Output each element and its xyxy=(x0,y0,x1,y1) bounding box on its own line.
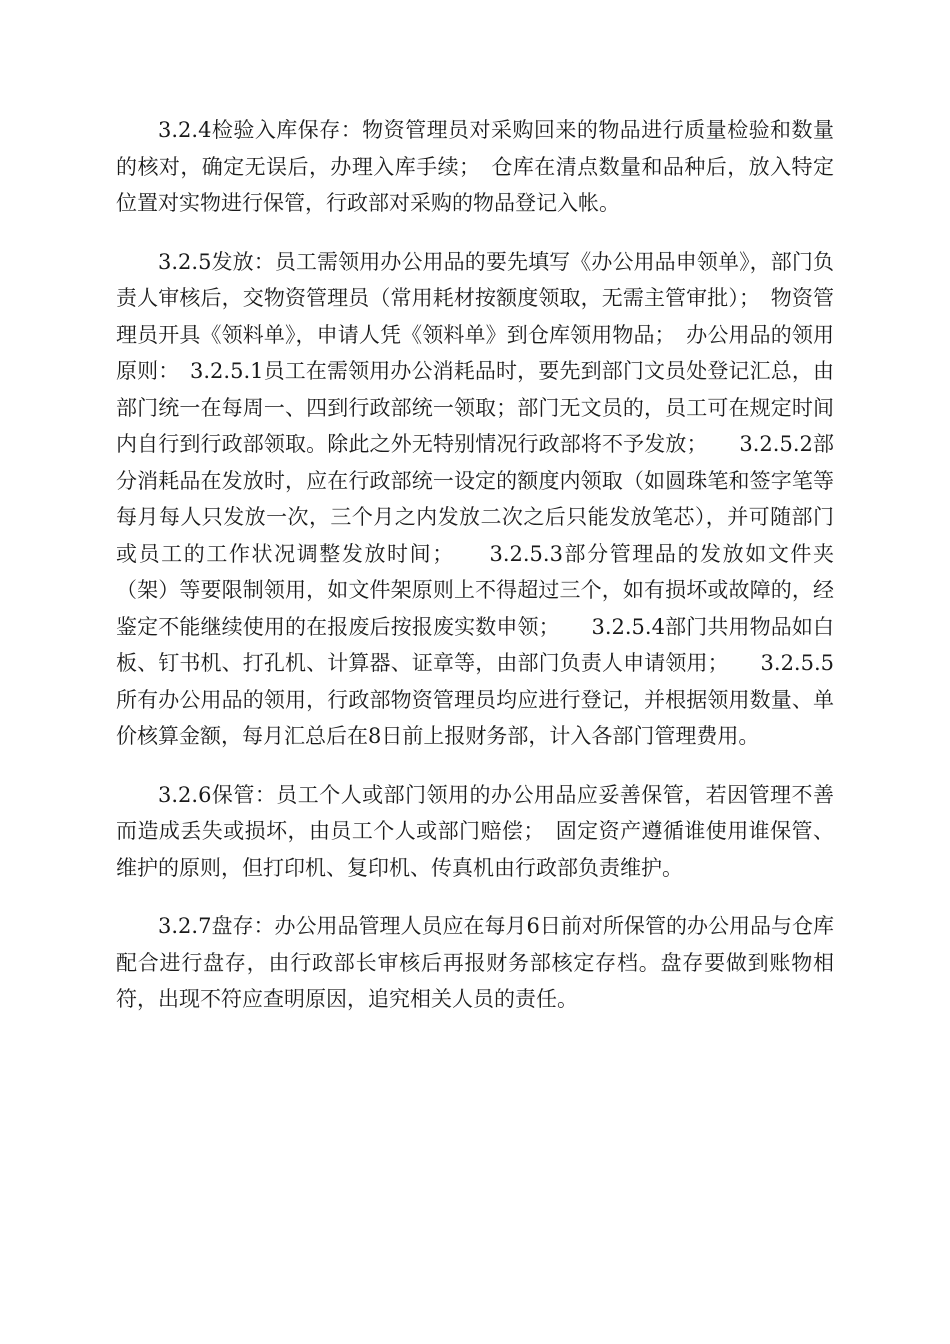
paragraph-3-2-5: 3.2.5发放：员工需领用办公用品的要先填写《办公用品申领单》，部门负责人审核后，交物资管理员（常用耗材按额度领取，无需主管审批）； 物资管理员开具《领料单》，申请人凭《领料单》到仓库领用物品； 办公用品的领用原则： 3.2.5.1员工在需领用办公消耗品时，要先到部门文员处登记汇总，由部门统一在每周一、四到行政部统一领取；部门无文员的，员工可在规定时间内自行到行政部领取。除此之外无特别情况行政部将不予发放； 3.2.5.2部分消耗品在发放时，应在行政部统一设定的额度内领取（如圆珠笔和签字笔等每月每人只发放一次，三个月之内发放二次之后只能发放笔芯），并可随部门或员工的工作状况调整发放时间； 3.2.5.3部分管理品的发放如文件夹（架）等要限制领用，如文件架原则上不得超过三个，如有损坏或故障的，经鉴定不能继续使用的在报废后按报废实数申领； 3.2.5.4部门共用物品如白板、钉书机、打孔机、计算器、证章等，由部门负责人申请领用； 3.2.5.5所有办公用品的领用，行政部物资管理员均应进行登记，并根据领用数量、单价核算金额，每月汇总后在8日前上报财务部，计入各部门管理费用。 xyxy=(116,249,834,748)
paragraph-3-2-6: 3.2.6保管：员工个人或部门领用的办公用品应妥善保管，若因管理不善而造成丢失或损坏，由员工个人或部门赔偿； 固定资产遵循谁使用谁保管、维护的原则，但打印机、复印机、传真机由行政部负责维护。 xyxy=(116,782,834,880)
document-body xyxy=(116,112,834,1040)
paragraph-3-2-7: 3.2.7盘存：办公用品管理人员应在每月6日前对所保管的办公用品与仓库配合进行盘存，由行政部长审核后再报财务部核定存档。盘存要做到账物相符，出现不符应查明原因，追究相关人员的责任。 xyxy=(116,914,834,1011)
paragraph-3-2-4: 3.2.4检验入库保存：物资管理员对采购回来的物品进行质量检验和数量的核对，确定无误后，办理入库手续； 仓库在清点数量和品种后，放入特定位置对实物进行保管，行政部对采购的物品登记入帐。 xyxy=(116,118,834,215)
